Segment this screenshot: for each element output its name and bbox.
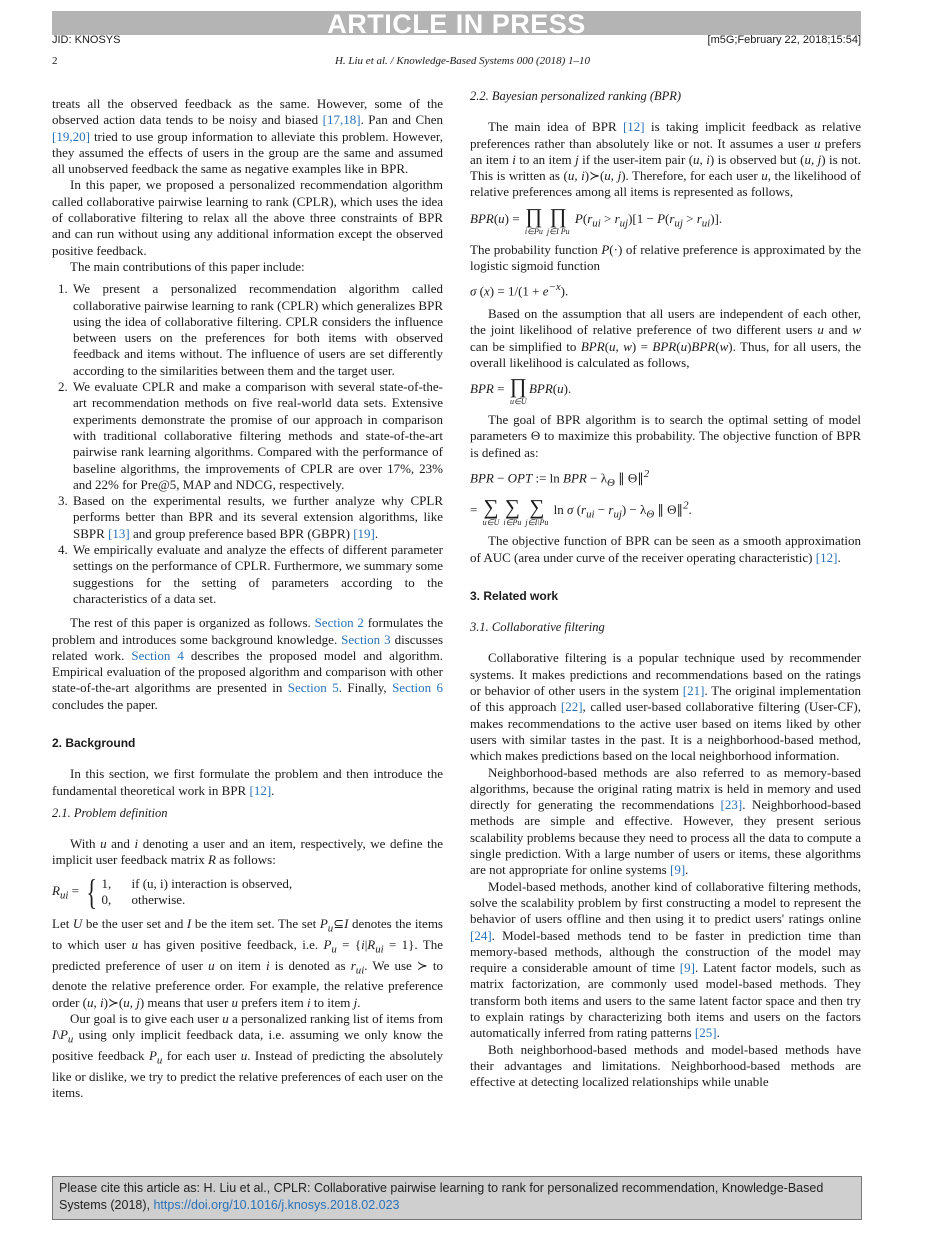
math-operator [524, 203, 543, 236]
paragraph [470, 412, 861, 461]
text-run: ⊆ [333, 915, 345, 931]
text-run: be the user set and [82, 915, 187, 931]
math-subscript: ui [355, 964, 365, 977]
math-symbol: r [581, 502, 587, 518]
text-run: ) means that user [139, 994, 232, 1010]
math-symbol: P [323, 936, 332, 952]
operator-index: u∈U [482, 518, 500, 528]
math-symbol: u, i [693, 151, 710, 167]
math-symbol: u, j [804, 151, 822, 167]
operator-index: j∈I\Pu [525, 518, 549, 528]
citation-link[interactable]: [12] [622, 119, 645, 135]
math-subscript: Θ [607, 477, 615, 489]
math-symbol: j [575, 151, 579, 167]
math-operator [546, 203, 570, 236]
operator-symbol: ∏ [509, 374, 527, 399]
math-symbol: P [601, 241, 610, 257]
math-symbol: i [361, 936, 365, 952]
math-symbol: w [852, 322, 861, 338]
math-symbol: U [72, 915, 83, 931]
text-run: The main contributions of this paper include: [70, 258, 305, 274]
text-run: is denoted as [269, 957, 351, 973]
paragraph [52, 96, 443, 177]
text-run: and [106, 836, 135, 852]
text-run: In this section, we first formulate the problem and then introduce the fundamental theoretical work in BPR [52, 766, 443, 798]
text-run: With [70, 836, 101, 852]
text-run: . [688, 502, 692, 518]
paragraph [470, 879, 861, 1042]
equation [470, 466, 861, 491]
citation-link[interactable]: [17,18] [322, 112, 361, 128]
text-run: discusses related work. [52, 631, 443, 663]
citation-text: Please cite this article as: H. Liu et al., CPLR: Collaborative pairwise learning to rank for personalized recommendation, Knowledge-Based Systems (2018), [59, 1181, 824, 1212]
text-run: . Latent factor models, such as matrix factorization, are commonly used model-based methods. They transform both items and users to the same latent factor space and then try to explain ratings by characterizing both items and users on the factors automatically inferred from rating patterns [470, 960, 861, 1041]
text-run: ( [573, 502, 582, 518]
math-symbol: P [59, 1027, 68, 1043]
list-item [71, 379, 443, 493]
text-run: The main idea of BPR [488, 119, 623, 135]
text-run: ). [563, 381, 572, 397]
text-run: . [685, 862, 689, 878]
text-run: denoting a user and an item, respectively, we define the implicit user feedback matrix [52, 836, 443, 868]
text-run: Model-based methods, another kind of collaborative filtering methods, solve the scalability problem by first constructing a model to represent the behavior of users offline and then using it to predict users' ratings online [470, 878, 861, 927]
text-run: formulates the problem and introduces some background knowledge. [52, 615, 443, 647]
text-run: The objective function of BPR can be seen as a smooth approximation of AUC (area under curve of the receiver operating characteristic) [470, 533, 861, 565]
text-run: 3. Related work [470, 588, 559, 603]
math-symbol: u [557, 381, 564, 397]
equation [470, 497, 861, 527]
citation-link[interactable]: [12] [249, 782, 272, 798]
math-subscript: ui [375, 943, 384, 956]
math-symbol: i [512, 151, 516, 167]
paragraph [470, 650, 861, 764]
math-symbol: j [353, 994, 358, 1010]
math-subscript: u [156, 1054, 163, 1067]
text-run: > [682, 210, 697, 226]
text-run: ) = 1/(1 + [489, 283, 543, 299]
text-run: ) is not. This is written as ( [470, 151, 861, 184]
text-run: . [374, 525, 379, 541]
math-subscript: ui [586, 508, 595, 521]
text-run: . [271, 782, 275, 798]
operator-index: j∈I Pu [546, 226, 570, 236]
text-run: = { [336, 936, 362, 952]
math-symbol: σ [470, 283, 477, 299]
citation-link[interactable]: [24] [470, 927, 492, 943]
text-run: for each user [162, 1048, 241, 1064]
citation-link[interactable]: Section 4 [131, 647, 184, 663]
math-symbol: P [657, 210, 666, 226]
paragraph [52, 615, 443, 713]
equation-feedback-matrix: $R_{ui}$ = { 1, if (u, i) interaction is observed, 0, otherwise. [52, 871, 293, 912]
math-symbol: u [100, 836, 107, 852]
article-in-press-banner: ARTICLE IN PRESS [52, 11, 861, 35]
math-symbol: u, j [123, 994, 140, 1010]
text-run: Based on the assumption that all users are independent of each other, the joint likelihood of relative preference of two different users [470, 306, 861, 338]
text-run: as follows: [215, 852, 276, 868]
math-subscript: uj [674, 217, 683, 230]
text-run: is taking implicit feedback as relative preferences rather than absolutely like or not. It assumes a user [470, 119, 861, 151]
text-run: 2.2. Bayesian personalized ranking (BPR) [470, 89, 682, 103]
case-value: 1, [101, 875, 112, 891]
math-symbol: i [266, 957, 270, 973]
math-symbol: BPR [470, 381, 494, 397]
text-run: = [493, 381, 508, 397]
math-symbol: r [669, 210, 675, 226]
paragraph [52, 766, 443, 799]
math-subscript: uj [619, 217, 629, 230]
list-item [71, 542, 443, 607]
text-run: 3.1. Collaborative filtering [470, 620, 605, 635]
text-run: concludes the paper. [52, 696, 158, 712]
running-head: H. Liu et al. / Knowledge-Based Systems 000 (2018) 1–10 [334, 55, 591, 67]
text-run: . [357, 994, 361, 1010]
math-symbol: u, i [87, 994, 104, 1010]
operator-index: i∈Pu [524, 226, 543, 236]
right-column [470, 88, 861, 1091]
case-row [102, 876, 293, 892]
math-subscript: ui [59, 889, 69, 902]
math-symbol: r [614, 210, 620, 226]
text-run: (·) of relative preference is approximated by the logistic sigmoid function [470, 241, 861, 274]
operator-symbol: ∏ [525, 203, 543, 228]
paragraph [470, 242, 861, 275]
text-run: Collaborative filtering is a popular technique used by recommender systems. It makes predictions and recommendations based on the ratings or behavior of other users in the system [470, 650, 861, 699]
paragraph [52, 836, 443, 869]
citation-link[interactable]: Section 6 [392, 680, 444, 696]
math-symbol: BPR [691, 338, 716, 354]
text-run: ∥ Θ∥ [614, 470, 644, 486]
text-run: | [364, 936, 368, 952]
text-run: . Pan and Chen [360, 112, 443, 128]
operator-symbol: ∏ [549, 203, 567, 228]
text-run: , called user-based collaborative filtering (User-CF), makes recommendations to the active user based on items liked by other users with similar tastes in the past. It is a neighborhood-based method, which makes predictions based on the local neighborhood information. [470, 699, 861, 764]
citation-link[interactable]: [9] [670, 862, 686, 878]
text-run: ). Thus, for all users, the overall likelihood is calculated as follows, [470, 338, 861, 370]
citation-link[interactable]: Section 3 [341, 631, 391, 647]
equation [470, 203, 861, 236]
subsection-heading [470, 88, 861, 104]
subsection-heading [52, 805, 443, 821]
text-run: − λ [586, 470, 608, 486]
math-operator [525, 497, 548, 527]
paragraph [52, 259, 443, 275]
math-operator [503, 497, 521, 527]
text-run: ) is observed but ( [709, 151, 805, 167]
text-run: Our goal is to give each user [70, 1011, 223, 1027]
math-symbol: i [134, 836, 139, 852]
text-run: prefers an item [470, 135, 861, 167]
math-symbol: u [498, 210, 505, 226]
citation-link[interactable]: [22] [560, 699, 583, 715]
text-run: Let [52, 915, 73, 931]
text-run: )≻( [584, 168, 605, 184]
text-run: )]. [710, 210, 723, 226]
text-run: > [600, 210, 615, 226]
math-symbol: σ [567, 502, 574, 518]
case-row [102, 892, 293, 908]
paragraph [470, 765, 861, 879]
math-symbol: BPR [652, 338, 677, 354]
citation-link[interactable]: [25] [694, 1025, 717, 1041]
math-symbol: I [52, 1027, 57, 1043]
math-symbol: w [719, 338, 729, 354]
text-run: )≻( [103, 994, 124, 1010]
text-run: := ln [532, 470, 564, 486]
citation-link[interactable]: [21] [682, 683, 705, 699]
text-run: ( [715, 338, 720, 354]
math-operator [510, 376, 527, 406]
doi-link[interactable]: https://doi.org/10.1016/j.knosys.2018.02.023 [153, 1198, 400, 1212]
math-operator [483, 497, 500, 527]
math-symbol: r [608, 502, 614, 518]
text-run: can be simplified to [470, 338, 581, 354]
math-symbol: e [542, 283, 549, 299]
math-symbol: BPR [580, 338, 605, 354]
math-symbol: u [231, 994, 239, 1010]
math-symbol: u [813, 135, 821, 151]
section-heading [470, 588, 861, 604]
text-run: The goal of BPR algorithm is to search the optimal setting of model parameters Θ to maximize this probability. The objective function of BPR is defined as: [470, 412, 861, 460]
math-symbol: x [484, 283, 490, 299]
citation-link[interactable]: [23] [720, 797, 743, 813]
math-symbol: BPR [470, 470, 494, 486]
list-item [71, 281, 443, 379]
text-run: . Neighborhood-based methods are simple and effective. However, they present serious scalability problems because they need to process all the data to compute a single prediction. With a large number of users or items, these algorithms are not appropriate for online systems [470, 797, 861, 878]
paragraph [470, 533, 861, 566]
text-run: . [837, 549, 841, 565]
citation-link[interactable]: Section 5 [287, 680, 339, 696]
text-run: We present a personalized recommendation algorithm called collaborative pairwise learning to rank (CPLR) which generalizes BPR using the idea of collaborative filtering. CPLR considers the influence between users on the preferences for both items with observed feedback and items without. The influence of users are set differently according to the similarities between them and the target user. [73, 281, 443, 378]
text-run: using only implicit feedback data, i.e. assuming we only know the positive feedback [52, 1027, 443, 1064]
equation [470, 376, 861, 406]
text-run: if the user-item pair ( [578, 151, 694, 167]
math-symbol: I [186, 915, 192, 931]
citation-link[interactable]: [12] [815, 549, 838, 565]
text-run: ). Therefore, for each user [621, 168, 762, 184]
section-heading [52, 735, 443, 751]
math-symbol: BPR [563, 470, 587, 486]
citation-link[interactable]: [19,20] [52, 128, 90, 144]
subsection-heading [470, 619, 861, 635]
citation-link[interactable]: [9] [679, 960, 695, 976]
math-symbol: r [350, 957, 356, 973]
text-run: has given positive feedback, i.e. [138, 936, 324, 952]
text-run: ∥ Θ∥ [654, 502, 684, 518]
page-number: 2 [52, 55, 58, 67]
text-run: ( [676, 338, 681, 354]
text-run: ( [552, 381, 558, 397]
text-run: be the item set. The set [191, 915, 320, 931]
math-subscript: uj [613, 508, 622, 521]
math-superscript: −x [548, 281, 561, 294]
brace-symbol: { [86, 871, 98, 912]
cases [82, 871, 293, 912]
text-run: on item [214, 957, 267, 973]
text-run: Based on the experimental results, we further analyze why CPLR performs better than BPR and its several extension algorithms, like SBPR [73, 493, 443, 541]
text-run: − [493, 470, 508, 486]
paragraph [52, 1011, 443, 1102]
contribution-list [52, 281, 443, 607]
list-item [71, 493, 443, 542]
math-symbol: r [587, 210, 593, 226]
text-run: Both neighborhood-based methods and model-based methods have their advantages and limitations. Neighborhood-based methods are effective at detecting localized relationships while unable [470, 1041, 861, 1090]
text-run: ). [560, 283, 569, 299]
text-run: tried to use group information to alleviate this problem. However, they assumed the effects of users in the group are the same and assumed all unobserved feedback the same as negative examples like in BPR. [52, 128, 443, 177]
text-run: ) − λ [621, 502, 647, 518]
case-value: 0, [101, 891, 112, 907]
math-symbol: u [817, 322, 824, 338]
text-run: = [470, 502, 481, 518]
math-symbol: u, j [604, 168, 622, 184]
text-run: Neighborhood-based methods are also referred to as memory-based algorithms, because the original rating matrix is held in memory and used directly for generating the recommendations [470, 764, 861, 813]
operator-index: u∈U [509, 397, 527, 407]
text-run: The rest of this paper is organized as follows. [70, 615, 315, 631]
text-run: . Model-based methods tend to be faster in prediction time than memory-based methods, although the construction of the model may require a considerable amount of time [470, 927, 861, 976]
text-run: ( [476, 283, 485, 299]
math-symbol: P [574, 210, 583, 226]
journal-id: JID: KNOSYS [52, 34, 121, 46]
math-symbol: u [208, 957, 215, 973]
equation [470, 279, 861, 300]
text-run: 2. Background [52, 735, 136, 750]
case-condition: otherwise. [131, 891, 186, 907]
math-symbol: P [319, 915, 328, 931]
text-run: ) = [504, 210, 523, 226]
math-symbol: R [367, 936, 376, 952]
math-symbol: u [680, 338, 688, 354]
operator-symbol: ∑ [504, 495, 520, 520]
text-run: to an item [515, 151, 576, 167]
text-run: prefers item [238, 994, 307, 1010]
math-symbol: i [306, 994, 311, 1010]
text-run: , the likelihood of relative preferences among all items is represented as follows, [470, 168, 861, 200]
paragraph [470, 306, 861, 371]
text-run: treats all the observed feedback as the same. However, some of the observed action data tends to be noisy and biased [52, 96, 443, 128]
citation-link[interactable]: [13] [108, 525, 130, 541]
operator-symbol: ∑ [529, 495, 545, 520]
text-run: ) = [631, 338, 653, 354]
math-symbol: u, w [609, 338, 632, 354]
text-run: describes the proposed model and algorithm. Empirical evaluation of the proposed algorithm and comparison with other state-of-the-art algorithms are presented in [52, 647, 443, 696]
text-run: = 1}. The predicted preference of user [52, 936, 443, 973]
text-run: ) [687, 338, 692, 354]
case-condition: if (u, i) interaction is observed, [131, 875, 293, 891]
math-subscript: u [331, 943, 337, 956]
text-run: − [594, 502, 609, 518]
math-superscript: 2 [683, 499, 689, 512]
math-symbol: P [148, 1048, 157, 1064]
operator-symbol: ∑ [483, 495, 499, 520]
text-run: )[1 − [628, 210, 658, 226]
math-superscript: 2 [643, 468, 650, 481]
paragraph [470, 1042, 861, 1091]
text-run: . [716, 1025, 720, 1041]
text-run: We empirically evaluate and analyze the effects of different parameter settings on the performance of CPLR. Furthermore, we summary some suggestions for the setting of parameters according to the characteristics of a data set. [73, 542, 443, 606]
math-symbol: I [344, 915, 349, 931]
citation-link[interactable]: Section 2 [314, 615, 364, 631]
math-symbol: r [696, 210, 702, 226]
math-symbol: R [207, 852, 216, 868]
math-symbol: u [240, 1048, 248, 1064]
text-run: ( [604, 338, 610, 354]
math-symbol: BPR [470, 210, 494, 226]
text-run: We evaluate CPLR and make a comparison with several state-of-the-art recommendation methods on five real-world data sets. Extensive experiments demonstrate the promise of our approach in comparison with traditional collaborative filtering methods and state-of-the-art pairwise rank learning algorithms. Compared with the performance of baseline algorithms, the improvements of CPLR are over 17%, 23% and 22% for Pre@5, MAP and NDCG, respectively. [73, 379, 443, 492]
case-rows [102, 876, 293, 908]
text-run: 2.1. Problem definition [52, 805, 168, 820]
math-symbol: u [222, 1011, 229, 1027]
text-run: In this paper, we proposed a personalized recommendation algorithm called collaborative pairwise learning to rank (CPLR), which uses the idea of collaborative filtering to relax all the above three constraints of BPR and can run without using any additional information except the observed positive feedback. [52, 177, 443, 258]
text-run: and group preference based BPR (GBPR) [129, 525, 354, 541]
paragraph [52, 177, 443, 258]
math-subscript: u [67, 1033, 74, 1046]
citation-link[interactable]: [19] [353, 525, 375, 541]
text-run: ln [550, 502, 568, 518]
text-run: ( [665, 210, 670, 226]
text-run: ( [493, 210, 499, 226]
math-symbol: u [761, 168, 768, 184]
math-symbol: u [131, 936, 139, 952]
paragraph [470, 119, 861, 200]
math-symbol: BPR [528, 381, 553, 397]
operator-index: i∈Pu [503, 518, 522, 528]
text-run: . Finally, [338, 680, 393, 696]
math-subscript: u [327, 922, 334, 935]
text-run: . Instead of predicting the absolutely like or dislike, we try to predict the relative preferences of each user on the items. [52, 1048, 443, 1101]
text-run: denotes the items to which user [52, 915, 443, 952]
text-run: and [823, 322, 853, 338]
left-column [52, 96, 443, 1102]
text-run: . We use ≻ to denote the relative preference order. For example, the relative preference order ( [52, 957, 443, 1010]
math-symbol: u, i [567, 168, 585, 184]
math-symbol: R [52, 882, 60, 898]
text-run: ( [582, 210, 588, 226]
text-run: \ [56, 1027, 60, 1043]
text-run: . The original implementation of this approach [470, 683, 861, 715]
paragraph [52, 916, 443, 1011]
math-subscript: ui [592, 217, 601, 230]
timestamp: [m5G;February 22, 2018;15:54] [707, 34, 861, 46]
text-run: to item [310, 994, 354, 1010]
text-run: The probability function [470, 241, 602, 257]
math-symbol: OPT [507, 470, 533, 486]
math-subscript: ui [701, 217, 711, 230]
math-subscript: Θ [646, 508, 655, 521]
citation-box [52, 1176, 862, 1220]
text-run: a personalized ranking list of items from [228, 1011, 443, 1027]
